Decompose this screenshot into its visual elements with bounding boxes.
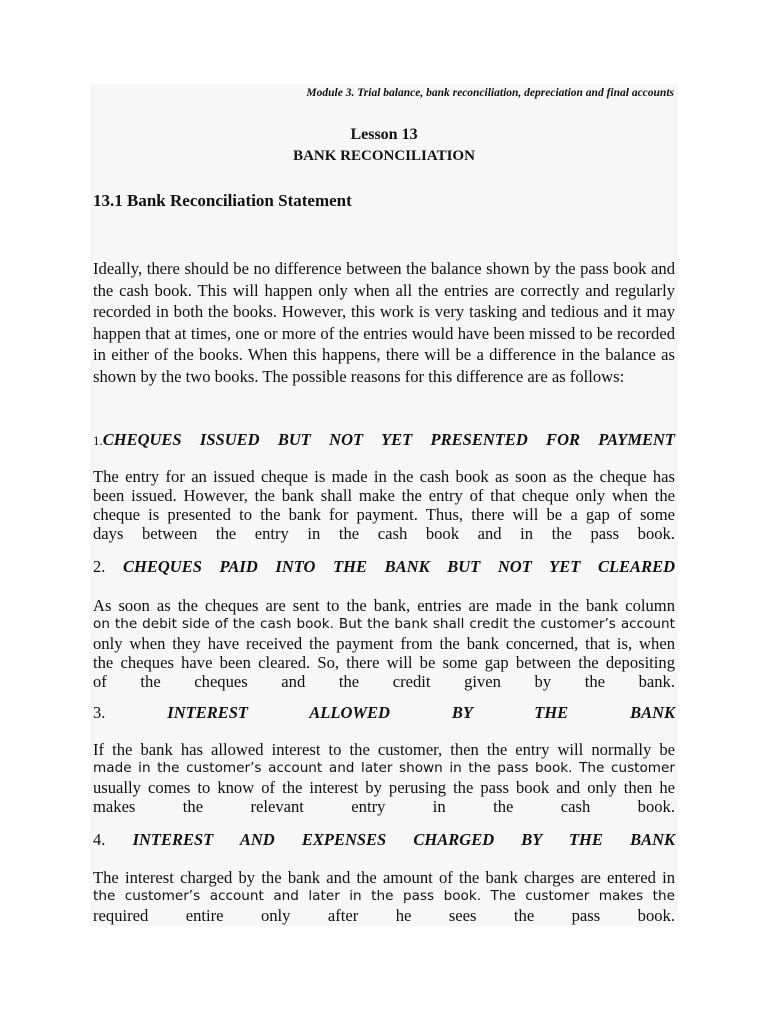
reason-2-line-2: on the debit side of the cash book. But the bank shall credit the customer’s account bbox=[93, 616, 675, 632]
reason-3-line-1: If the bank has allowed interest to the customer, then the entry will normally be bbox=[93, 740, 675, 759]
section-heading: 13.1 Bank Reconciliation Statement bbox=[93, 191, 352, 210]
reason-4-line-2: the customer’s account and later in the pass book. The customer makes the bbox=[93, 888, 675, 904]
reason-heading-1 bbox=[93, 430, 675, 450]
reason-number-1: 1. bbox=[93, 433, 103, 448]
reason-2-line-1: As soon as the cheques are sent to the bank, entries are made in the bank column bbox=[93, 596, 675, 615]
reason-4-line-1: The interest charged by the bank and the amount of the bank charges are entered in bbox=[93, 868, 675, 887]
reason-title-1: CHEQUES ISSUED BUT NOT YET PRESENTED FOR PAYMENT bbox=[102, 430, 675, 449]
reason-1-line-3: cheque is presented to the bank for payment. Thus, there will be a gap of some bbox=[93, 505, 675, 524]
lesson-title: BANK RECONCILIATION bbox=[293, 148, 475, 164]
reason-body-1 bbox=[93, 467, 675, 543]
reason-3-line-4: makes the relevant entry in the cash book. bbox=[93, 797, 675, 816]
intro-paragraph: Ideally, there should be no difference between the balance shown by the pass book and the cash book. This will happen only when all the entries are correctly and regularly recorded in both the books. However, this work is very tasking and tedious and it may happen that at times, one or more of the entries would have been missed to be recorded in either of the books. When this happens, there will be a difference in the balance as shown by the two books. The possible reasons for this difference are as follows: bbox=[93, 259, 675, 386]
reason-3-line-2: made in the customer’s account and later shown in the pass book. The customer bbox=[93, 760, 675, 776]
reason-title-3: INTEREST ALLOWED BY THE BANK bbox=[167, 703, 676, 722]
reason-body-4 bbox=[93, 868, 675, 925]
reason-1-line-2: been issued. However, the bank shall make the entry of that cheque only when the bbox=[93, 486, 675, 505]
reason-2-line-5: of the cheques and the credit given by the bank. bbox=[93, 672, 675, 691]
reason-2-line-4: the cheques have been cleared. So, there will be some gap between the depositing bbox=[93, 653, 675, 672]
reason-number-4: 4. bbox=[93, 830, 106, 849]
reason-body-3 bbox=[93, 740, 675, 816]
reason-1-line-1: The entry for an issued cheque is made in the cash book as soon as the cheque has bbox=[93, 467, 675, 486]
reason-body-2 bbox=[93, 596, 675, 691]
reason-heading-4 bbox=[93, 830, 675, 850]
reason-number-3: 3. bbox=[93, 703, 106, 722]
lesson-number: Lesson 13 bbox=[350, 126, 418, 143]
reason-1-line-4: days between the entry in the cash book and in the pass book. bbox=[93, 524, 675, 543]
reason-number-2: 2. bbox=[93, 557, 106, 576]
reason-heading-3 bbox=[93, 703, 675, 723]
reason-title-2: CHEQUES PAID INTO THE BANK BUT NOT YET CLEARED bbox=[123, 557, 675, 576]
reason-2-line-3: only when they have received the payment from the bank concerned, that is, when bbox=[93, 634, 675, 653]
reason-4-line-3: required entire only after he sees the pass book. bbox=[93, 906, 675, 925]
module-header: Module 3. Trial balance, bank reconciliation, depreciation and final accounts bbox=[306, 87, 674, 99]
reason-title-4: INTEREST AND EXPENSES CHARGED BY THE BANK bbox=[132, 830, 676, 849]
reason-heading-2 bbox=[93, 557, 675, 577]
reason-3-line-3: usually comes to know of the interest by perusing the pass book and only then he bbox=[93, 778, 675, 797]
